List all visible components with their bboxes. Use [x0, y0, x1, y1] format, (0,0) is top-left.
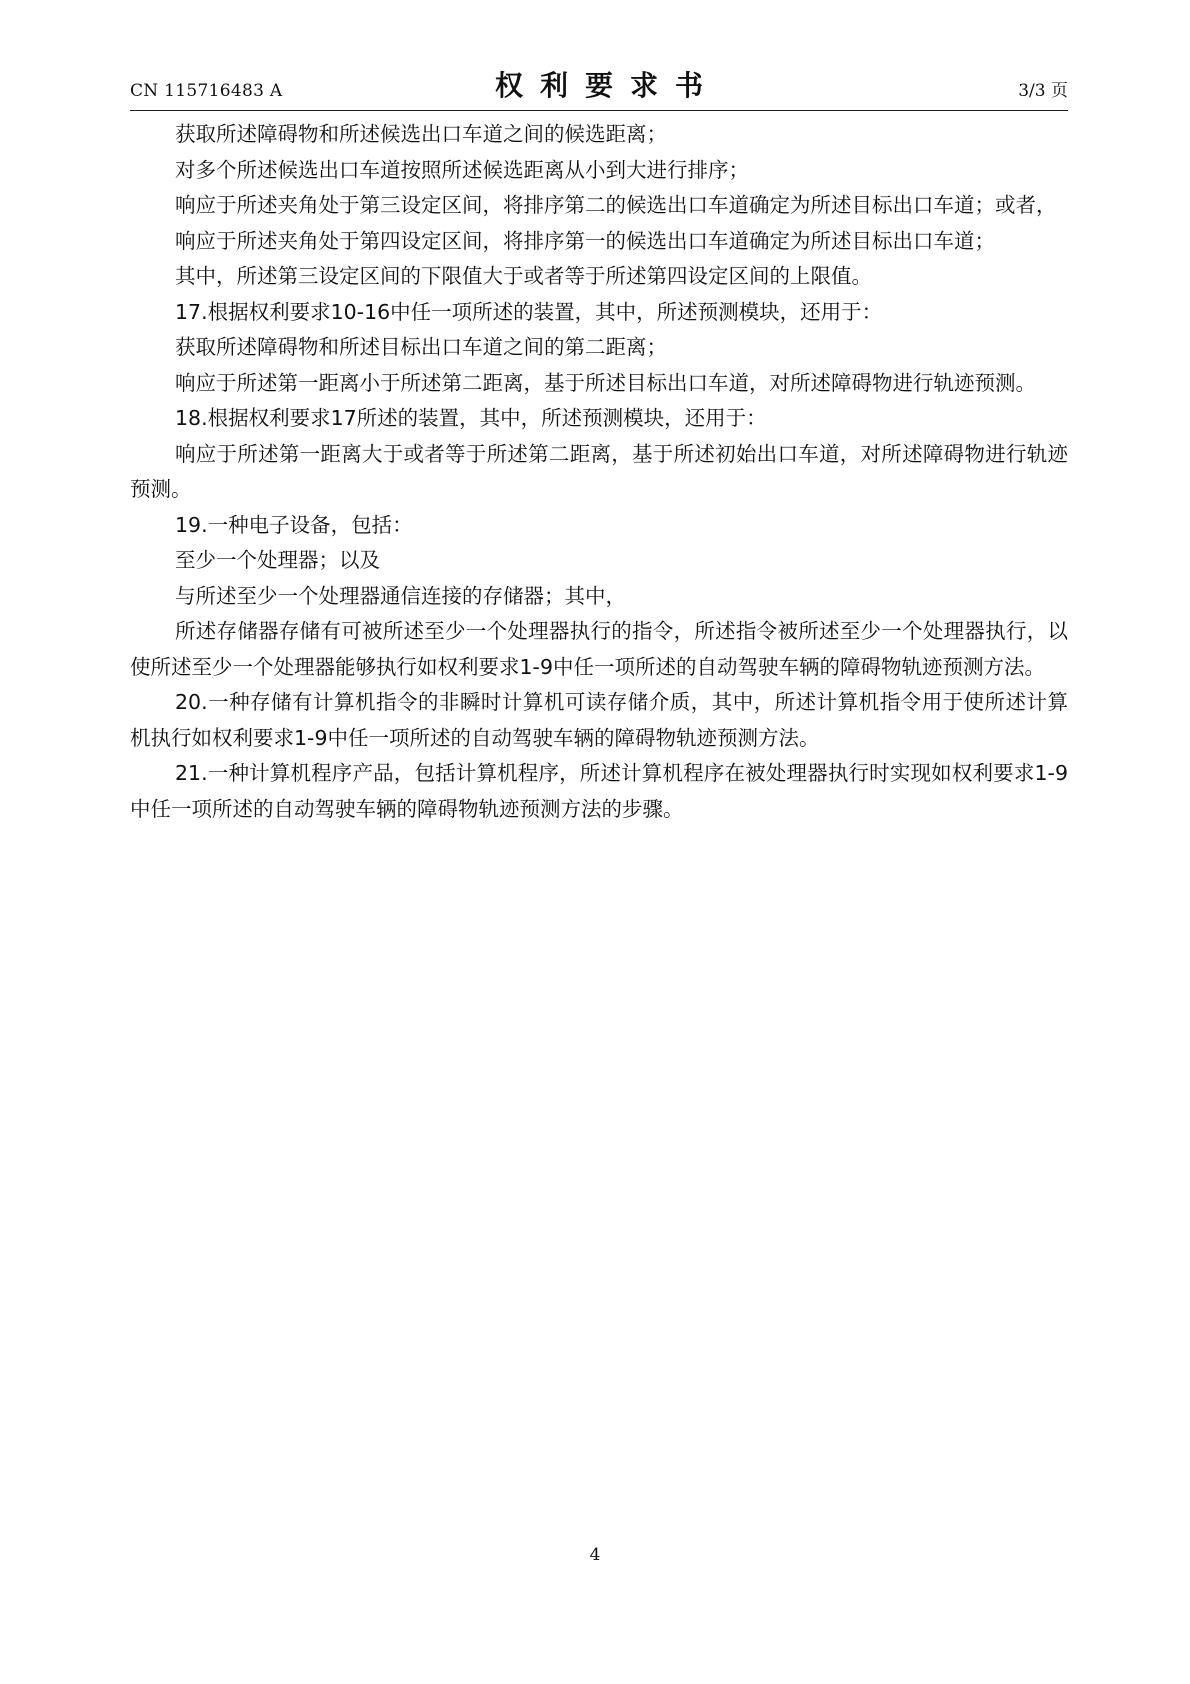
page-number: 4 — [589, 1545, 601, 1565]
claim-paragraph: 至少一个处理器；以及 — [175, 548, 380, 572]
page-header — [130, 62, 1068, 111]
claim-paragraph: 响应于所述第一距离大于或者等于所述第二距离，基于所述初始出口车道，对所述障碍物进行轨迹预测。 — [130, 441, 1068, 501]
document-title: 权利要求书 — [494, 69, 720, 102]
claim-paragraph: 响应于所述夹角处于第三设定区间，将排序第二的候选出口车道确定为所述目标出口车道；或者， — [175, 193, 1057, 217]
claim-19: 19.一种电子设备，包括： — [175, 512, 413, 537]
claim-paragraph: 获取所述障碍物和所述目标出口车道之间的第二距离； — [175, 335, 667, 359]
claim-18: 18.根据权利要求17所述的装置，其中，所述预测模块，还用于： — [175, 406, 767, 430]
claim-17: 17.根据权利要求10-16中任一项所述的装置，其中，所述预测模块，还用于： — [175, 299, 883, 324]
claim-paragraph: 其中，所述第三设定区间的下限值大于或者等于所述第四设定区间的上限值。 — [175, 264, 872, 288]
claim-paragraph: 对多个所述候选出口车道按照所述候选距离从小到大进行排序； — [175, 157, 749, 182]
page-info: 3/3 页 — [1018, 81, 1068, 101]
claim-21: 21.一种计算机程序产品，包括计算机程序，所述计算机程序在被处理器执行时实现如权利要求1-9中任一项所述的自动驾驶车辆的障碍物轨迹预测方法的步骤。 — [130, 761, 1068, 821]
claims-body — [130, 117, 1068, 827]
claim-paragraph: 获取所述障碍物和所述候选出口车道之间的候选距离； — [175, 122, 667, 146]
claim-paragraph: 响应于所述夹角处于第四设定区间，将排序第一的候选出口车道确定为所述目标出口车道； — [175, 228, 995, 253]
claim-20: 20.一种存储有计算机指令的非瞬时计算机可读存储介质，其中，所述计算机指令用于使所述计算机执行如权利要求1-9中任一项所述的自动驾驶车辆的障碍物轨迹预测方法。 — [130, 690, 1068, 750]
claim-paragraph: 与所述至少一个处理器通信连接的存储器；其中， — [175, 583, 626, 608]
publication-number: CN 115716483 A — [130, 81, 283, 101]
claim-paragraph: 所述存储器存储有可被所述至少一个处理器执行的指令，所述指令被所述至少一个处理器执行，以使所述至少一个处理器能够执行如权利要求1-9中任一项所述的自动驾驶车辆的障碍物轨迹预测方法。 — [130, 619, 1068, 679]
claim-paragraph: 响应于所述第一距离小于所述第二距离，基于所述目标出口车道，对所述障碍物进行轨迹预测。 — [175, 370, 1036, 395]
